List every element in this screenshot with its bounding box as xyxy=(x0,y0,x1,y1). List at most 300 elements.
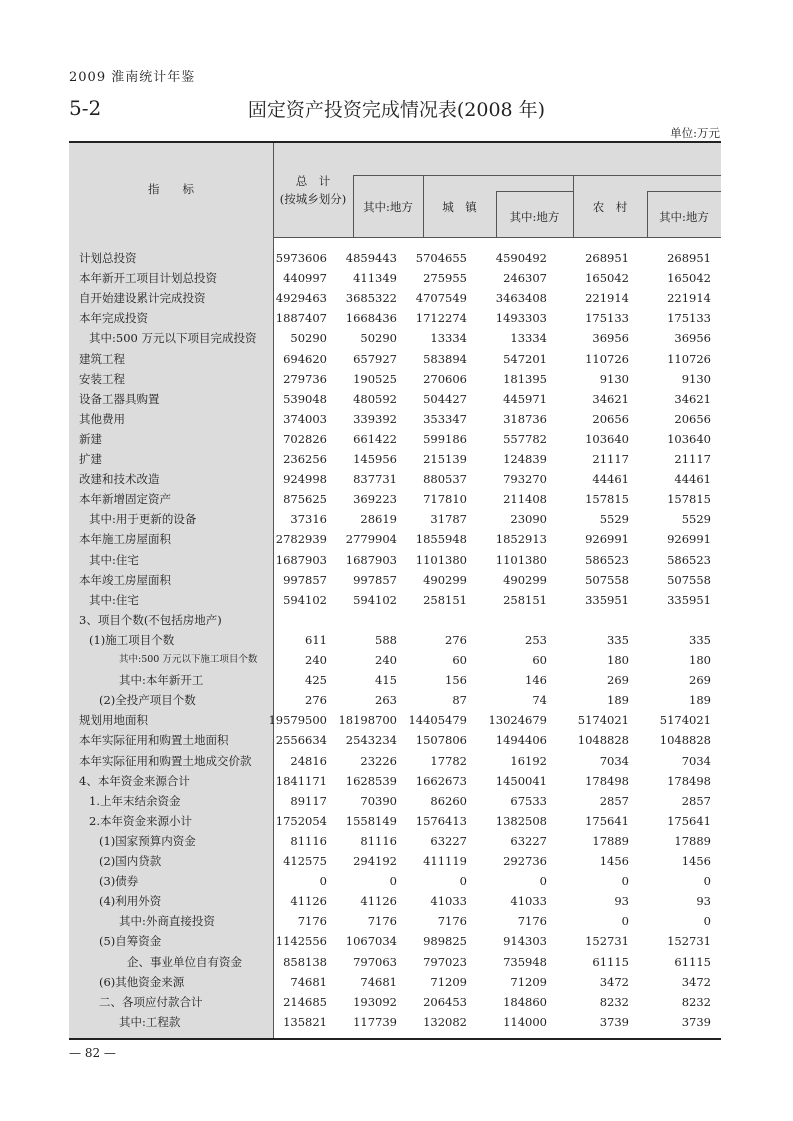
header-divider xyxy=(496,191,573,192)
cell-value: 20656 xyxy=(674,411,711,426)
header-indicator: 指 标 xyxy=(148,182,194,196)
bottom-rule xyxy=(69,1038,721,1040)
cell-value: 110726 xyxy=(585,351,629,366)
cell-value: 3472 xyxy=(681,974,711,989)
cell-value: 2556634 xyxy=(275,733,327,748)
table-row xyxy=(69,389,721,409)
cell-value: 34621 xyxy=(674,391,711,406)
cell-value: 86260 xyxy=(430,793,467,808)
cell-value: 3739 xyxy=(599,1014,629,1029)
cell-value: 41033 xyxy=(430,894,467,909)
header-total-local: 其中:地方 xyxy=(363,200,413,214)
cell-value: 3685322 xyxy=(345,291,397,306)
row-label: 企、事业单位自有资金 xyxy=(127,954,242,969)
row-label: (4)利用外资 xyxy=(99,894,162,909)
cell-value: 175133 xyxy=(667,311,711,326)
cell-value: 114000 xyxy=(503,1014,547,1029)
cell-value: 1558149 xyxy=(345,813,397,828)
cell-value: 3463408 xyxy=(495,291,547,306)
table-row xyxy=(69,871,721,891)
cell-value: 36956 xyxy=(592,331,629,346)
cell-value: 5174021 xyxy=(577,713,629,728)
cell-value: 190525 xyxy=(353,371,397,386)
cell-value: 117739 xyxy=(353,1014,397,1029)
cell-value: 1456 xyxy=(599,854,629,868)
cell-value: 61115 xyxy=(592,954,629,969)
cell-value: 594102 xyxy=(283,592,327,607)
cell-value: 875625 xyxy=(283,492,327,507)
row-label: 自开始建设累计完成投资 xyxy=(79,291,206,306)
cell-value: 0 xyxy=(319,874,327,889)
table-header xyxy=(69,143,721,237)
cell-value: 44461 xyxy=(674,472,711,487)
cell-value: 24816 xyxy=(290,753,327,768)
row-label: 计划总投资 xyxy=(79,251,137,265)
row-label: 其中:住宅 xyxy=(89,552,139,567)
row-label: 建筑工程 xyxy=(79,351,125,366)
cell-value: 23226 xyxy=(360,753,397,768)
table-row xyxy=(69,811,721,831)
cell-value: 103640 xyxy=(667,431,711,446)
cell-value: 1628539 xyxy=(345,773,397,788)
cell-value: 926991 xyxy=(667,532,711,547)
cell-value: 221914 xyxy=(667,291,711,306)
cell-value: 1576413 xyxy=(415,813,467,828)
yearbook-title: 2009 淮南统计年鉴 xyxy=(69,70,196,85)
cell-value: 41126 xyxy=(360,894,397,909)
table-row xyxy=(69,690,721,710)
cell-value: 50290 xyxy=(360,331,397,346)
cell-value: 184860 xyxy=(503,994,547,1009)
cell-value: 411119 xyxy=(423,854,467,868)
cell-value: 13024679 xyxy=(488,713,547,728)
cell-value: 71209 xyxy=(510,974,547,989)
cell-value: 13334 xyxy=(510,331,547,346)
cell-value: 19579500 xyxy=(268,713,327,728)
cell-value: 374003 xyxy=(283,411,327,426)
cell-value: 263 xyxy=(375,693,397,708)
cell-value: 2857 xyxy=(599,793,629,808)
cell-value: 276 xyxy=(445,632,467,647)
cell-value: 353347 xyxy=(423,411,467,426)
cell-value: 661422 xyxy=(353,431,397,446)
cell-value: 1048828 xyxy=(659,733,711,748)
cell-value: 2543234 xyxy=(345,733,397,748)
row-label: 其中:用于更新的设备 xyxy=(89,512,197,527)
cell-value: 335951 xyxy=(667,592,711,607)
cell-value: 81116 xyxy=(290,833,327,848)
cell-value: 93 xyxy=(696,894,711,909)
cell-value: 50290 xyxy=(290,331,327,346)
cell-value: 175641 xyxy=(585,813,629,828)
header-urban-local: 其中:地方 xyxy=(509,210,560,224)
header-divider xyxy=(353,175,721,176)
table-row xyxy=(69,891,721,911)
cell-value: 268951 xyxy=(585,251,629,265)
row-label: 本年实际征用和购置土地成交价款 xyxy=(79,753,252,768)
cell-value: 2857 xyxy=(681,793,711,808)
table-row xyxy=(69,1012,721,1032)
cell-value: 60 xyxy=(452,653,467,667)
section-number: 5-2 xyxy=(69,96,102,120)
cell-value: 3472 xyxy=(599,974,629,989)
cell-value: 926991 xyxy=(585,532,629,547)
cell-value: 28619 xyxy=(360,512,397,527)
cell-value: 0 xyxy=(703,914,711,929)
cell-value: 178498 xyxy=(667,773,711,788)
cell-value: 0 xyxy=(459,874,467,889)
cell-value: 193092 xyxy=(353,994,397,1009)
cell-value: 586523 xyxy=(667,552,711,567)
row-label: 本年实际征用和购置土地面积 xyxy=(79,733,229,748)
cell-value: 18198700 xyxy=(338,713,397,728)
cell-value: 152731 xyxy=(585,934,629,949)
cell-value: 547201 xyxy=(503,351,547,366)
cell-value: 7176 xyxy=(437,914,467,929)
row-label: (3)债券 xyxy=(99,874,139,889)
cell-value: 0 xyxy=(539,874,547,889)
row-label: 其中:500 万元以下施工项目个数 xyxy=(119,654,258,665)
cell-value: 63227 xyxy=(510,833,547,848)
cell-value: 1101380 xyxy=(495,552,547,567)
row-label: 3、项目个数(不包括房地产) xyxy=(79,612,222,627)
table-row xyxy=(69,931,721,951)
table-row xyxy=(69,349,721,369)
cell-value: 5704655 xyxy=(415,251,467,265)
cell-value: 206453 xyxy=(423,994,467,1009)
cell-value: 180 xyxy=(607,653,629,667)
cell-value: 87 xyxy=(452,693,467,708)
cell-value: 74 xyxy=(532,693,547,708)
row-label: 其中:住宅 xyxy=(89,592,139,607)
cell-value: 246307 xyxy=(503,271,547,286)
cell-value: 1493303 xyxy=(495,311,547,326)
cell-value: 1841171 xyxy=(275,773,327,788)
row-label: 本年完成投资 xyxy=(79,311,148,326)
cell-value: 269 xyxy=(689,673,711,688)
cell-value: 7034 xyxy=(681,753,711,768)
cell-value: 20656 xyxy=(592,411,629,426)
cell-value: 611 xyxy=(305,632,327,647)
table-row xyxy=(69,248,721,268)
cell-value: 17889 xyxy=(674,833,711,848)
cell-value: 74681 xyxy=(290,974,327,989)
cell-value: 914303 xyxy=(503,934,547,949)
cell-value: 37316 xyxy=(290,512,327,527)
cell-value: 594102 xyxy=(353,592,397,607)
cell-value: 5973606 xyxy=(275,251,327,265)
cell-value: 157815 xyxy=(667,492,711,507)
row-label: (5)自筹资金 xyxy=(99,934,162,949)
cell-value: 586523 xyxy=(585,552,629,567)
cell-value: 253 xyxy=(525,632,547,647)
page-number: — 82 — xyxy=(69,1046,116,1060)
cell-value: 221914 xyxy=(585,291,629,306)
cell-value: 89117 xyxy=(290,793,327,808)
cell-value: 2782939 xyxy=(275,532,327,547)
cell-value: 1752054 xyxy=(275,813,327,828)
table-row xyxy=(69,570,721,590)
table-row xyxy=(69,489,721,509)
row-label: 本年新开工项目计划总投资 xyxy=(79,271,217,286)
cell-value: 5529 xyxy=(599,512,629,527)
row-label: 设备工器具购置 xyxy=(79,391,160,406)
table-row xyxy=(69,992,721,1012)
table-row xyxy=(69,771,721,791)
row-label: 其中:500 万元以下项目完成投资 xyxy=(89,331,257,346)
cell-value: 181395 xyxy=(503,371,547,386)
table-row xyxy=(69,851,721,871)
cell-value: 258151 xyxy=(503,592,547,607)
cell-value: 36956 xyxy=(674,331,711,346)
row-label: 本年竣工房屋面积 xyxy=(79,572,171,587)
cell-value: 13334 xyxy=(430,331,467,346)
row-label: (2)国内贷款 xyxy=(99,854,162,868)
cell-value: 8232 xyxy=(681,994,711,1009)
cell-value: 178498 xyxy=(585,773,629,788)
table-row xyxy=(69,529,721,549)
row-label: 本年施工房屋面积 xyxy=(79,532,171,547)
cell-value: 156 xyxy=(445,673,467,688)
table-row xyxy=(69,911,721,931)
cell-value: 837731 xyxy=(353,472,397,487)
cell-value: 1450041 xyxy=(495,773,547,788)
table-row xyxy=(69,630,721,650)
table-row xyxy=(69,409,721,429)
cell-value: 440997 xyxy=(283,271,327,286)
cell-value: 507558 xyxy=(585,572,629,587)
table-row xyxy=(69,469,721,489)
cell-value: 175133 xyxy=(585,311,629,326)
row-label: 4、本年资金来源合计 xyxy=(79,773,190,788)
cell-value: 717810 xyxy=(423,492,467,507)
cell-value: 504427 xyxy=(423,391,467,406)
cell-value: 93 xyxy=(614,894,629,909)
row-label: (1)国家预算内资金 xyxy=(99,833,196,848)
cell-value: 924998 xyxy=(283,472,327,487)
cell-value: 7034 xyxy=(599,753,629,768)
row-label: 规划用地面积 xyxy=(79,713,148,728)
table-row xyxy=(69,972,721,992)
table-row xyxy=(69,449,721,469)
row-label: (6)其他资金来源 xyxy=(99,974,185,989)
cell-value: 997857 xyxy=(353,572,397,587)
cell-value: 1852913 xyxy=(495,532,547,547)
cell-value: 135821 xyxy=(283,1014,327,1029)
cell-value: 294192 xyxy=(353,854,397,868)
cell-value: 165042 xyxy=(667,271,711,286)
cell-value: 1687903 xyxy=(345,552,397,567)
cell-value: 490299 xyxy=(503,572,547,587)
cell-value: 0 xyxy=(703,874,711,889)
cell-value: 81116 xyxy=(360,833,397,848)
cell-value: 70390 xyxy=(360,793,397,808)
row-label: 其中:工程款 xyxy=(119,1014,181,1029)
cell-value: 694620 xyxy=(283,351,327,366)
cell-value: 189 xyxy=(607,693,629,708)
cell-value: 1887407 xyxy=(275,311,327,326)
cell-value: 16192 xyxy=(510,753,547,768)
cell-value: 165042 xyxy=(585,271,629,286)
cell-value: 411349 xyxy=(353,271,397,286)
cell-value: 7176 xyxy=(297,914,327,929)
cell-value: 1662673 xyxy=(415,773,467,788)
cell-value: 2779904 xyxy=(345,532,397,547)
cell-value: 23090 xyxy=(510,512,547,527)
cell-value: 258151 xyxy=(423,592,467,607)
row-label: 安装工程 xyxy=(79,371,125,386)
cell-value: 236256 xyxy=(283,452,327,466)
table-row xyxy=(69,429,721,449)
cell-value: 539048 xyxy=(283,391,327,406)
cell-value: 279736 xyxy=(283,371,327,386)
cell-value: 4707549 xyxy=(415,291,467,306)
cell-value: 797023 xyxy=(423,954,467,969)
cell-value: 0 xyxy=(389,874,397,889)
cell-value: 415 xyxy=(375,673,397,688)
row-label: 二、各项应付款合计 xyxy=(99,994,203,1009)
cell-value: 146 xyxy=(525,673,547,688)
table-row xyxy=(69,590,721,610)
cell-value: 17782 xyxy=(430,753,467,768)
cell-value: 425 xyxy=(305,673,327,688)
cell-value: 588 xyxy=(375,632,397,647)
cell-value: 0 xyxy=(621,874,629,889)
table-row xyxy=(69,710,721,730)
cell-value: 369223 xyxy=(353,492,397,507)
cell-value: 110726 xyxy=(667,351,711,366)
row-label: 1.上年末结余资金 xyxy=(89,793,181,808)
cell-value: 275955 xyxy=(423,271,467,286)
cell-value: 0 xyxy=(621,914,629,929)
cell-value: 270606 xyxy=(423,371,467,386)
cell-value: 74681 xyxy=(360,974,397,989)
cell-value: 9130 xyxy=(599,371,629,386)
cell-value: 7176 xyxy=(517,914,547,929)
cell-value: 132082 xyxy=(423,1014,467,1029)
cell-value: 507558 xyxy=(667,572,711,587)
table-row xyxy=(69,268,721,288)
header-rural-local: 其中:地方 xyxy=(659,210,709,224)
cell-value: 335 xyxy=(689,632,711,647)
cell-value: 1712274 xyxy=(415,311,467,326)
table-row xyxy=(69,550,721,570)
cell-value: 21117 xyxy=(592,452,629,466)
cell-value: 292736 xyxy=(503,854,547,868)
row-label: (1)施工项目个数 xyxy=(89,632,175,647)
cell-value: 858138 xyxy=(283,954,327,969)
cell-value: 189 xyxy=(689,693,711,708)
cell-value: 735948 xyxy=(503,954,547,969)
cell-value: 4590492 xyxy=(495,251,547,265)
table-row xyxy=(69,952,721,972)
table-row xyxy=(69,730,721,750)
cell-value: 63227 xyxy=(430,833,467,848)
row-label: 新建 xyxy=(79,431,102,446)
cell-value: 41126 xyxy=(290,894,327,909)
header-urban: 城 镇 xyxy=(442,200,477,214)
cell-value: 339392 xyxy=(353,411,397,426)
cell-value: 268951 xyxy=(667,251,711,265)
cell-value: 1101380 xyxy=(415,552,467,567)
header-total: 总 计 xyxy=(295,174,331,188)
cell-value: 9130 xyxy=(681,371,711,386)
row-label: 其他费用 xyxy=(79,411,125,426)
cell-value: 657927 xyxy=(353,351,397,366)
cell-value: 67533 xyxy=(510,793,547,808)
cell-value: 211408 xyxy=(503,492,547,507)
table-row xyxy=(69,509,721,529)
table-row xyxy=(69,751,721,771)
cell-value: 1382508 xyxy=(495,813,547,828)
cell-value: 180 xyxy=(689,653,711,667)
row-label: 其中:外商直接投资 xyxy=(119,914,215,929)
cell-value: 793270 xyxy=(503,472,547,487)
cell-value: 1687903 xyxy=(275,552,327,567)
cell-value: 215139 xyxy=(423,452,467,466)
table-row xyxy=(69,791,721,811)
row-label: 改建和技术改造 xyxy=(79,472,160,487)
cell-value: 797063 xyxy=(353,954,397,969)
cell-value: 41033 xyxy=(510,894,547,909)
cell-value: 4929463 xyxy=(275,291,327,306)
cell-value: 1456 xyxy=(681,854,711,868)
row-label: 扩建 xyxy=(79,452,102,466)
row-label: 2.本年资金来源小计 xyxy=(89,813,192,828)
cell-value: 269 xyxy=(607,673,629,688)
cell-value: 1507806 xyxy=(415,733,467,748)
header-rural: 农 村 xyxy=(592,200,628,214)
cell-value: 240 xyxy=(375,653,397,667)
cell-value: 583894 xyxy=(423,351,467,366)
header-total-sub: (按城乡划分) xyxy=(279,192,347,206)
cell-value: 17889 xyxy=(592,833,629,848)
cell-value: 480592 xyxy=(353,391,397,406)
cell-value: 145956 xyxy=(353,452,397,466)
cell-value: 1668436 xyxy=(345,311,397,326)
cell-value: 152731 xyxy=(667,934,711,949)
cell-value: 997857 xyxy=(283,572,327,587)
cell-value: 557782 xyxy=(503,431,547,446)
table-row xyxy=(69,369,721,389)
cell-value: 103640 xyxy=(585,431,629,446)
cell-value: 318736 xyxy=(503,411,547,426)
table-row xyxy=(69,288,721,308)
cell-value: 124839 xyxy=(503,452,547,466)
table-row xyxy=(69,328,721,348)
cell-value: 335951 xyxy=(585,592,629,607)
cell-value: 989825 xyxy=(423,934,467,949)
cell-value: 5174021 xyxy=(659,713,711,728)
cell-value: 1855948 xyxy=(415,532,467,547)
cell-value: 8232 xyxy=(599,994,629,1009)
cell-value: 21117 xyxy=(674,452,711,466)
table-row xyxy=(69,670,721,690)
table-row xyxy=(69,610,721,630)
cell-value: 599186 xyxy=(423,431,467,446)
cell-value: 1067034 xyxy=(345,934,397,949)
cell-value: 1142556 xyxy=(275,934,327,949)
cell-value: 276 xyxy=(305,693,327,708)
table-row xyxy=(69,831,721,851)
cell-value: 7176 xyxy=(367,914,397,929)
cell-value: 3739 xyxy=(681,1014,711,1029)
cell-value: 34621 xyxy=(592,391,629,406)
cell-value: 31787 xyxy=(430,512,467,527)
row-label: 本年新增固定资产 xyxy=(79,492,171,507)
cell-value: 175641 xyxy=(667,813,711,828)
cell-value: 44461 xyxy=(592,472,629,487)
